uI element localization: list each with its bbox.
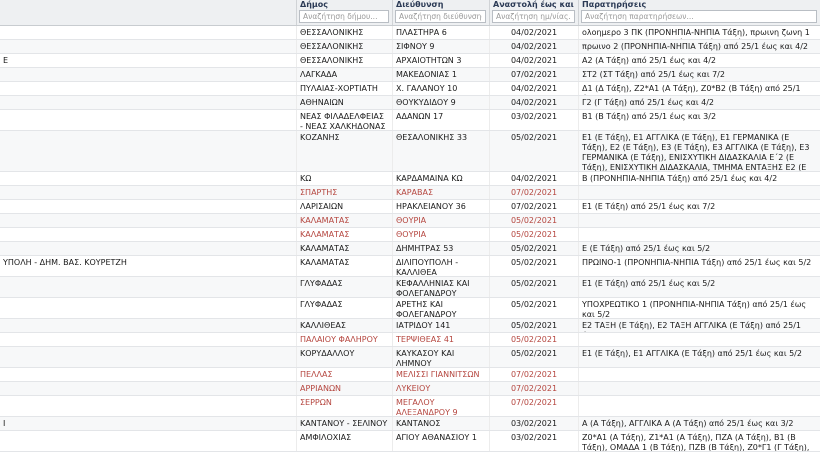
column-title-dieuthinsi[interactable]: Διεύθυνση <box>396 0 444 9</box>
cell-dieuthinsi: ΜΕΛΙΣΣΙ ΓΙΑΝΝΙΤΣΩΝ <box>392 368 489 381</box>
cell-notes: ΠΡΩΙΝΟ-1 (ΠΡΟΝΗΠΙΑ-ΝΗΠΙΑ Τάξη) από 25/1 έως και 5/2 <box>578 256 820 276</box>
table-body <box>0 26 820 452</box>
cell-school <box>0 96 296 109</box>
table-row[interactable] <box>0 200 820 214</box>
cell-dieuthinsi: Χ. ΓΑΛΑΝΟΥ 10 <box>392 82 489 95</box>
cell-dimos: ΠΕΛΛΑΣ <box>296 368 392 381</box>
cell-date: 05/02/2021 <box>489 228 578 241</box>
cell-school <box>0 333 296 346</box>
cell-dieuthinsi: ΔΙΛΙΠΟΥΠΟΛΗ - ΚΑΛΛΙΘΕΑ <box>392 256 489 276</box>
cell-date: 04/02/2021 <box>489 40 578 53</box>
cell-dimos: ΚΑΛΑΜΑΤΑΣ <box>296 256 392 276</box>
cell-school <box>0 298 296 318</box>
table-row[interactable] <box>0 54 820 68</box>
cell-date: 03/02/2021 <box>489 431 578 451</box>
cell-dieuthinsi: ΣΙΦΝΟΥ 9 <box>392 40 489 53</box>
cell-dieuthinsi: ΚΑΡΔΑΜΑΙΝΑ ΚΩ <box>392 172 489 185</box>
cell-dieuthinsi: ΚΑΥΚΑΣΟΥ ΚΑΙ ΛΗΜΝΟΥ <box>392 347 489 367</box>
cell-notes <box>578 186 820 199</box>
column-header-dieuthinsi <box>392 0 489 25</box>
column-title-paratiriseis[interactable]: Παρατηρήσεις <box>582 0 647 9</box>
cell-school: Ε <box>3 56 9 65</box>
cell-notes <box>578 396 820 416</box>
table-row[interactable] <box>0 96 820 110</box>
cell-school <box>0 131 296 171</box>
cell-date: 05/02/2021 <box>489 347 578 367</box>
cell-dimos: ΛΑΓΚΑΔΑ <box>296 68 392 81</box>
table-row[interactable] <box>0 82 820 96</box>
cell-school <box>0 228 296 241</box>
table-row[interactable] <box>0 131 820 172</box>
cell-date: 05/02/2021 <box>489 131 578 171</box>
cell-school <box>0 82 296 95</box>
cell-dimos: ΑΡΡΙΑΝΩΝ <box>296 382 392 395</box>
cell-dimos: ΓΛΥΦΑΔΑΣ <box>296 298 392 318</box>
cell-dieuthinsi: ΘΟΥΚΥΔΙΔΟΥ 9 <box>392 96 489 109</box>
cell-notes: ΥΠΟΧΡΕΩΤΙΚΟ 1 (ΠΡΟΝΗΠΙΑ-ΝΗΠΙΑ Τάξη) από 25/1 έως και 5/2 <box>578 298 820 318</box>
cell-school <box>0 277 296 297</box>
table-row[interactable] <box>0 298 820 319</box>
cell-school <box>0 200 296 213</box>
cell-school <box>0 40 296 53</box>
cell-date: 04/02/2021 <box>489 82 578 95</box>
cell-school <box>0 214 296 227</box>
cell-school <box>0 319 296 332</box>
cell-notes: Ζ0*Α1 (Α Τάξη), Ζ1*Α1 (Α Τάξη), ΠΖΑ (Α Τάξη), Β1 (Β Τάξη), ΟΜΑΔΑ 1 (Β Τάξη), ΠΖΒ (Β Τάξη), Ζ0*Γ1 (Γ Τάξη), <box>578 431 820 451</box>
cell-date: 07/02/2021 <box>489 200 578 213</box>
cell-dieuthinsi: ΚΑΡΑΒΑΣ <box>392 186 489 199</box>
cell-school <box>0 68 296 81</box>
table-row[interactable] <box>0 110 820 131</box>
cell-dieuthinsi: ΙΑΤΡΙΔΟΥ 141 <box>392 319 489 332</box>
cell-dimos: ΚΑΝΤΑΝΟΥ - ΣΕΛΙΝΟΥ <box>296 417 392 430</box>
cell-notes: πρωινο 2 (ΠΡΟΝΗΠΙΑ-ΝΗΠΙΑ Τάξη) από 25/1 έως και 4/2 <box>578 40 820 53</box>
cell-notes: Ε1 (Ε Τάξη), Ε1 ΑΓΓΛΙΚΑ (Ε Τάξη), Ε1 ΓΕΡΜΑΝΙΚΑ (Ε Τάξη), Ε2 (Ε Τάξη), Ε3 (Ε Τάξη), Ε3 ΑΓΓΛΙΚΑ (Ε Τάξη), Ε3 ΓΕΡΜΑΝΙΚΑ (Ε Τάξη), ΕΝΙΣΧΥΤΙΚΗ ΔΙΔΑΣΚΑΛΙΑ Ε΄2 (Ε Τάξη), ΕΝΙΣΧΥΤΙΚΗ ΔΙΔΑΣΚΑΛΙΑ, ΤΜΗΜΑ ΕΝΤΑΞΗΣ Ε2 (Ε <box>578 131 820 171</box>
cell-dimos: ΚΩ <box>296 172 392 185</box>
cell-school <box>0 26 296 39</box>
table-row[interactable] <box>0 26 820 40</box>
cell-date: 05/02/2021 <box>489 242 578 255</box>
cell-notes: Ε1 (Ε Τάξη), Ε1 ΑΓΓΛΙΚΑ (Ε Τάξη) από 25/1 έως και 5/2 <box>578 347 820 367</box>
cell-notes: ΣΤ2 (ΣΤ Τάξη) από 25/1 έως και 7/2 <box>578 68 820 81</box>
cell-dimos: ΠΥΛΑΙΑΣ-ΧΟΡΤΙΑΤΗ <box>296 82 392 95</box>
cell-dieuthinsi: ΑΡΧΑΙΟΤΗΤΩΝ 3 <box>392 54 489 67</box>
cell-dimos: ΘΕΣΣΑΛΟΝΙΚΗΣ <box>296 54 392 67</box>
cell-dimos: ΛΑΡΙΣΑΙΩΝ <box>296 200 392 213</box>
cell-date: 05/02/2021 <box>489 277 578 297</box>
table-row[interactable] <box>0 256 820 277</box>
cell-notes: Ε (Ε Τάξη) από 25/1 έως και 5/2 <box>578 242 820 255</box>
cell-dieuthinsi: ΜΕΓΑΛΟΥ ΑΛΕΞΑΝΔΡΟΥ 9 <box>392 396 489 416</box>
cell-dieuthinsi: ΤΕΡΨΙΘΕΑΣ 41 <box>392 333 489 346</box>
cell-dimos: ΘΕΣΣΑΛΟΝΙΚΗΣ <box>296 26 392 39</box>
table-row[interactable] <box>0 417 820 431</box>
filter-input-dimos[interactable] <box>299 10 389 23</box>
table-row[interactable] <box>0 40 820 54</box>
cell-notes <box>578 228 820 241</box>
cell-dimos: ΘΕΣΣΑΛΟΝΙΚΗΣ <box>296 40 392 53</box>
cell-notes <box>578 368 820 381</box>
table-row[interactable] <box>0 431 820 452</box>
cell-school <box>0 186 296 199</box>
column-title-dimos[interactable]: Δήμος <box>300 0 329 9</box>
cell-date: 05/02/2021 <box>489 333 578 346</box>
cell-school <box>0 110 296 130</box>
column-header-dimos <box>296 0 392 25</box>
table-row[interactable] <box>0 172 820 186</box>
cell-notes <box>578 214 820 227</box>
cell-date: 07/02/2021 <box>489 368 578 381</box>
cell-dieuthinsi: ΑΓΙΟΥ ΑΘΑΝΑΣΙΟΥ 1 <box>392 431 489 451</box>
table-row[interactable] <box>0 228 820 242</box>
cell-school <box>0 347 296 367</box>
cell-dimos: ΚΑΛΑΜΑΤΑΣ <box>296 242 392 255</box>
cell-school: Ι <box>3 419 6 428</box>
cell-dimos: ΠΑΛΑΙΟΥ ΦΑΛΗΡΟΥ <box>296 333 392 346</box>
cell-school <box>0 382 296 395</box>
filter-input-dieuthinsi[interactable] <box>395 10 486 23</box>
cell-dieuthinsi: ΠΛΑΣΤΗΡΑ 6 <box>392 26 489 39</box>
cell-date: 05/02/2021 <box>489 214 578 227</box>
cell-date: 07/02/2021 <box>489 186 578 199</box>
column-title-anastoli[interactable]: Αναστολή έως και <box>493 0 574 9</box>
cell-dimos: ΑΘΗΝΑΙΩΝ <box>296 96 392 109</box>
cell-dimos: ΝΕΑΣ ΦΙΛΑΔΕΛΦΕΙΑΣ - ΝΕΑΣ ΧΑΛΚΗΔΟΝΑΣ <box>296 110 392 130</box>
cell-dieuthinsi: ΚΑΝΤΑΝΟΣ <box>392 417 489 430</box>
table-header <box>0 0 820 26</box>
cell-dieuthinsi: ΑΡΕΤΗΣ ΚΑΙ ΦΟΛΕΓΑΝΔΡΟΥ <box>392 298 489 318</box>
cell-notes: Β (ΠΡΟΝΗΠΙΑ-ΝΗΠΙΑ Τάξη) από 25/1 έως και 4/2 <box>578 172 820 185</box>
cell-dimos: ΚΑΛΑΜΑΤΑΣ <box>296 214 392 227</box>
table-row[interactable] <box>0 68 820 82</box>
cell-date: 03/02/2021 <box>489 110 578 130</box>
cell-dieuthinsi: ΘΟΥΡΙΑ <box>392 228 489 241</box>
cell-date: 03/02/2021 <box>489 417 578 430</box>
cell-dimos: ΑΜΦΙΛΟΧΙΑΣ <box>296 431 392 451</box>
cell-dimos: ΣΠΑΡΤΗΣ <box>296 186 392 199</box>
cell-dimos: ΓΛΥΦΑΔΑΣ <box>296 277 392 297</box>
cell-dieuthinsi: ΗΡΑΚΛΕΙΑΝΟΥ 36 <box>392 200 489 213</box>
cell-date: 04/02/2021 <box>489 172 578 185</box>
cell-notes: Ε2 ΤΑΞΗ (Ε Τάξη), Ε2 ΤΑΞΗ ΑΓΓΛΙΚΑ (Ε Τάξη) από 25/1 <box>578 319 820 332</box>
cell-dimos: ΚΟΖΑΝΗΣ <box>296 131 392 171</box>
cell-date: 04/02/2021 <box>489 54 578 67</box>
cell-notes: Δ1 (Δ Τάξη), Ζ2*Α1 (Α Τάξη), Ζ0*Β2 (Β Τάξη) από 25/1 <box>578 82 820 95</box>
cell-notes: Ε1 (Ε Τάξη) από 25/1 έως και 5/2 <box>578 277 820 297</box>
cell-school <box>0 431 296 451</box>
cell-notes: Β1 (Β Τάξη) από 25/1 έως και 3/2 <box>578 110 820 130</box>
table-row[interactable] <box>0 186 820 200</box>
cell-date: 04/02/2021 <box>489 96 578 109</box>
cell-notes: Ε1 (Ε Τάξη) από 25/1 έως και 7/2 <box>578 200 820 213</box>
column-header-paratiriseis <box>578 0 820 25</box>
cell-school <box>0 172 296 185</box>
cell-date: 05/02/2021 <box>489 298 578 318</box>
cell-school: ΥΠΟΛΗ - ΔΗΜ. ΒΑΣ. ΚΟΥΡΕΤΖΗ <box>3 258 127 267</box>
cell-notes <box>578 382 820 395</box>
table-row[interactable] <box>0 277 820 298</box>
table-row[interactable] <box>0 368 820 382</box>
table-row[interactable] <box>0 347 820 368</box>
table-row[interactable] <box>0 319 820 333</box>
cell-date: 05/02/2021 <box>489 319 578 332</box>
cell-date: 07/02/2021 <box>489 382 578 395</box>
cell-school <box>0 242 296 255</box>
cell-notes: Α (Α Τάξη), ΑΓΓΛΙΚΑ Α (Α Τάξη) από 25/1 έως και 3/2 <box>578 417 820 430</box>
cell-dieuthinsi: ΜΑΚΕΔΟΝΙΑΣ 1 <box>392 68 489 81</box>
table-row[interactable] <box>0 214 820 228</box>
cell-school <box>0 368 296 381</box>
cell-date: 07/02/2021 <box>489 396 578 416</box>
cell-school <box>0 396 296 416</box>
cell-dieuthinsi: ΘΟΥΡΙΑ <box>392 214 489 227</box>
cell-date: 04/02/2021 <box>489 26 578 39</box>
table-row[interactable] <box>0 382 820 396</box>
cell-date: 05/02/2021 <box>489 256 578 276</box>
cell-dimos: ΚΟΡΥΔΑΛΛΟΥ <box>296 347 392 367</box>
cell-dieuthinsi: ΛΥΚΕΙΟΥ <box>392 382 489 395</box>
cell-dieuthinsi: ΑΔΑΝΩΝ 17 <box>392 110 489 130</box>
cell-dieuthinsi: ΔΗΜΗΤΡΑΣ 53 <box>392 242 489 255</box>
cell-notes: Α2 (Α Τάξη) από 25/1 έως και 4/2 <box>578 54 820 67</box>
cell-notes <box>578 333 820 346</box>
cell-notes: ολοημερο 3 ΠΚ (ΠΡΟΝΗΠΙΑ-ΝΗΠΙΑ Τάξη), πρωινη ζωνη 1 <box>578 26 820 39</box>
cell-dieuthinsi: ΚΕΦΑΛΛΗΝΙΑΣ ΚΑΙ ΦΟΛΕΓΑΝΔΡΟΥ <box>392 277 489 297</box>
cell-notes: Γ2 (Γ Τάξη) από 25/1 έως και 4/2 <box>578 96 820 109</box>
table-row[interactable] <box>0 242 820 256</box>
filter-input-anastoli[interactable] <box>492 10 575 23</box>
table-row[interactable] <box>0 333 820 347</box>
filter-input-paratiriseis[interactable] <box>581 10 817 23</box>
cell-dimos: ΣΕΡΡΩΝ <box>296 396 392 416</box>
cell-dieuthinsi: ΘΕΣΑΛΟΝΙΚΗΣ 33 <box>392 131 489 171</box>
cell-dimos: ΚΑΛΛΙΘΕΑΣ <box>296 319 392 332</box>
column-header-anastoli <box>489 0 578 25</box>
cell-date: 07/02/2021 <box>489 68 578 81</box>
table-row[interactable] <box>0 396 820 417</box>
cell-dimos: ΚΑΛΑΜΑΤΑΣ <box>296 228 392 241</box>
